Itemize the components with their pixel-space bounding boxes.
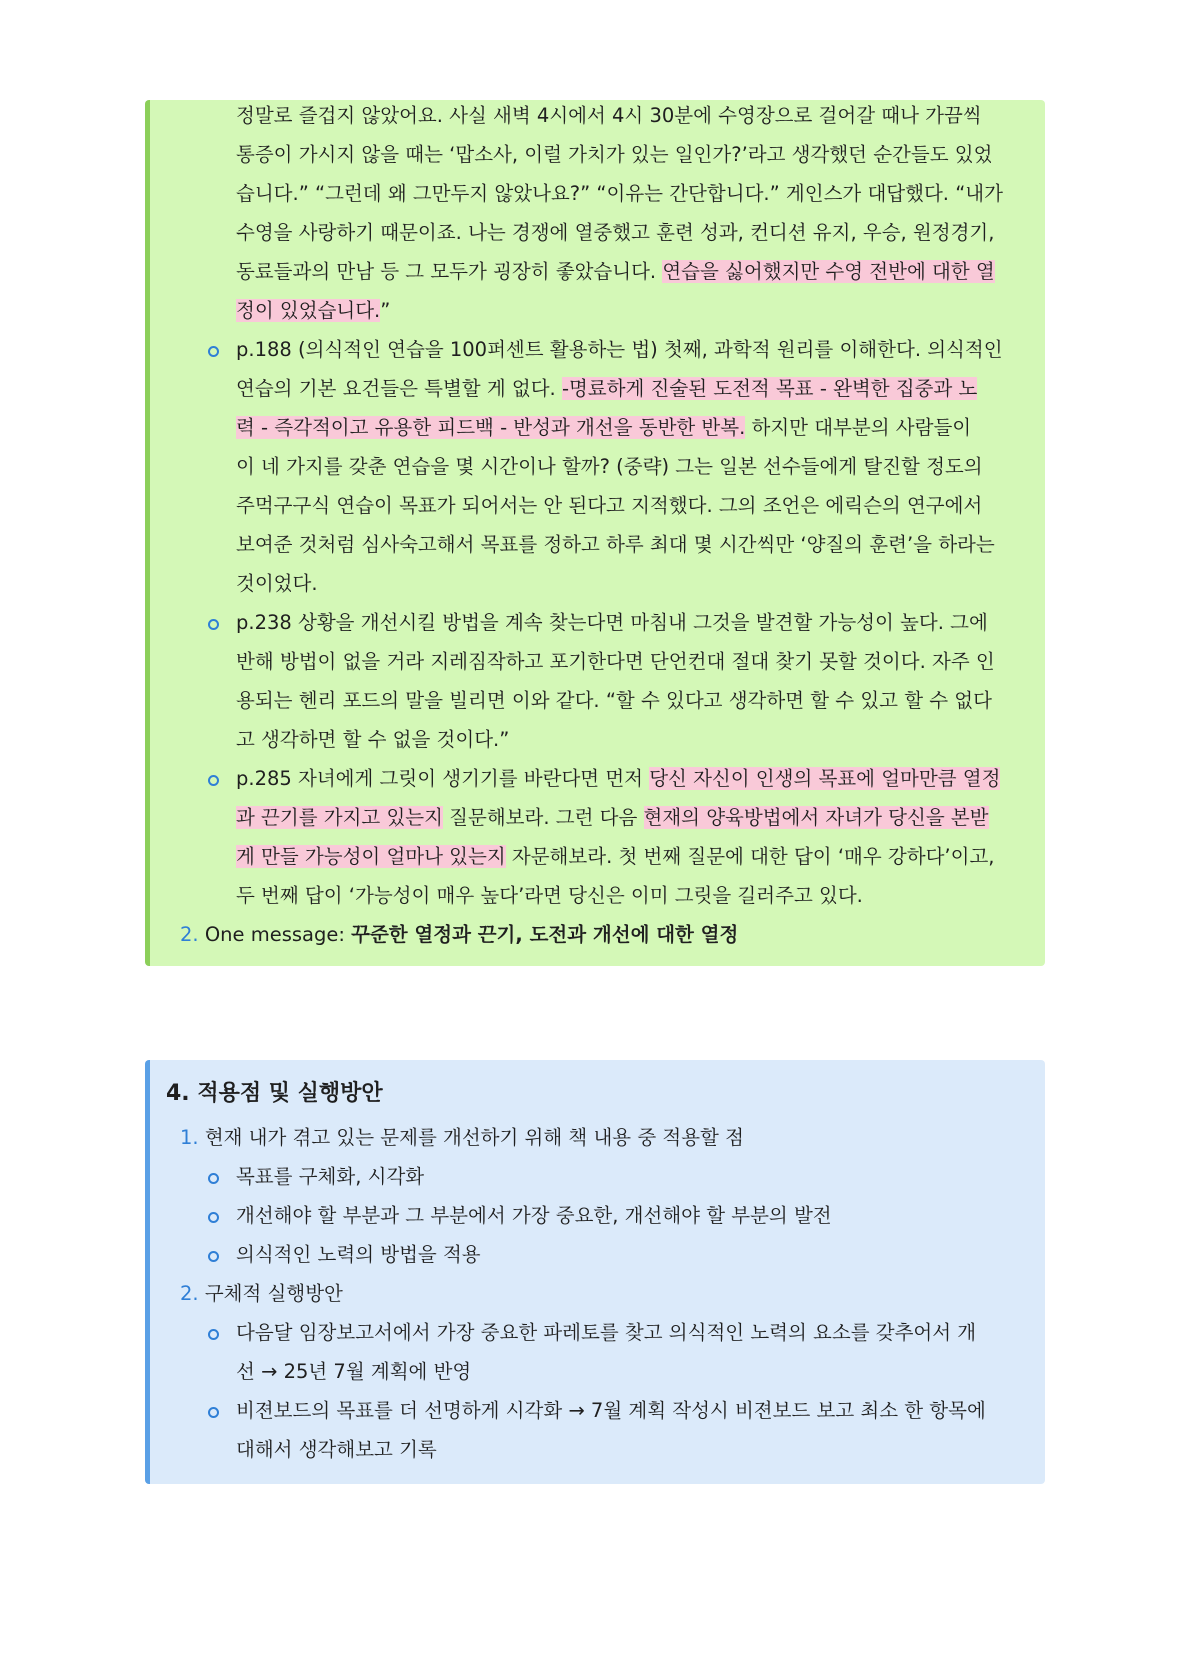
one-message-text: 꾸준한 열정과 끈기, 도전과 개선에 대한 열정 xyxy=(351,923,739,946)
bullet-line: 용되는 헨리 포드의 말을 빌리면 이와 같다. “할 수 있다고 생각하면 할 수 있고 할 수 없다 xyxy=(236,689,992,712)
bullet-line xyxy=(236,759,1000,798)
bullet-line: 고 생각하면 할 수 없을 것이다.” xyxy=(236,728,510,751)
bullet-line: 개선해야 할 부분과 그 부분에서 가장 중요한, 개선해야 할 부분의 발전 xyxy=(236,1204,832,1227)
bullet-line: 목표를 구체화, 시각화 xyxy=(236,1165,425,1188)
quote-line: 수영을 사랑하기 때문이죠. 나는 경쟁에 열중했고 훈련 성과, 컨디션 유지, 우승, 원정경기, xyxy=(236,221,995,244)
section-heading: 4. 적용점 및 실행방안 xyxy=(166,1081,383,1106)
quote-text: 동료들과의 만남 등 그 모두가 굉장히 좋았습니다. xyxy=(236,260,663,283)
quote-line xyxy=(236,291,390,330)
circle-bullet-icon xyxy=(208,1407,219,1418)
bullet-line: 반해 방법이 없을 거라 지레짐작하고 포기한다면 단언컨대 절대 찾기 못할 것이다. 자주 인 xyxy=(236,650,995,673)
bullet-text: 질문해보라. 그런 다음 xyxy=(442,806,644,829)
circle-bullet-icon xyxy=(208,346,219,357)
circle-bullet-icon xyxy=(208,1251,219,1262)
highlight: 게 만들 가능성이 얼마나 있는지 xyxy=(236,845,506,868)
bullet-text: 자문해보라. 첫 번째 질문에 대한 답이 ‘매우 강하다’이고, xyxy=(505,845,995,868)
circle-bullet-icon xyxy=(208,619,219,630)
highlight: 력 - 즉각적이고 유용한 피드백 - 반성과 개선을 동반한 반복. xyxy=(236,416,746,439)
bullet-line: 두 번째 답이 ‘가능성이 매우 높다’라면 당신은 이미 그릿을 길러주고 있다. xyxy=(236,884,863,907)
one-message-label: One message: xyxy=(204,923,352,946)
highlight: 과 끈기를 가지고 있는지 xyxy=(236,806,443,829)
list-number: 1. xyxy=(180,1126,199,1149)
bullet-line: 보여준 것처럼 심사숙고해서 목표를 정하고 하루 최대 몇 시간씩만 ‘양질의 훈련’을 하라는 xyxy=(236,533,995,556)
circle-bullet-icon xyxy=(208,775,219,786)
bullet-line: 대해서 생각해보고 기록 xyxy=(236,1438,437,1461)
quote-line: 통증이 가시지 않을 때는 ‘맙소사, 이럴 가치가 있는 일인가?’라고 생각했던 순간들도 있었 xyxy=(236,143,993,166)
bullet-text: p.285 자녀에게 그릿이 생기기를 바란다면 먼저 xyxy=(236,767,650,790)
bullet-text: 연습의 기본 요건들은 특별할 게 없다. xyxy=(236,377,562,400)
highlight: 현재의 양육방법에서 자녀가 당신을 본받 xyxy=(643,806,989,829)
list-item xyxy=(180,1274,343,1313)
highlight: 당신 자신이 인생의 목표에 얼마만큼 열정 xyxy=(649,767,1001,790)
quote-line: 습니다.” “그런데 왜 그만두지 않았나요?” “이유는 간단합니다.” 게인스가 대답했다. “내가 xyxy=(236,182,1003,205)
list-item-text: 현재 내가 겪고 있는 문제를 개선하기 위해 책 내용 중 적용할 점 xyxy=(204,1126,744,1149)
bullet-line xyxy=(236,837,994,876)
list-number: 2. xyxy=(180,923,199,946)
bullet-line: 주먹구구식 연습이 목표가 되어서는 안 된다고 지적했다. 그의 조언은 에릭슨의 연구에서 xyxy=(236,494,983,517)
bullet-line: 비젼보드의 목표를 더 선명하게 시각화 → 7월 계획 작성시 비젼보드 보고 최소 한 항목에 xyxy=(236,1399,986,1422)
quote-text: ” xyxy=(380,299,391,322)
bullet-line: 의식적인 노력의 방법을 적용 xyxy=(236,1243,481,1266)
highlight: 연습을 싫어했지만 수영 전반에 대한 열 xyxy=(662,260,995,283)
list-item xyxy=(180,1118,744,1157)
bullet-line: p.238 상황을 개선시킬 방법을 계속 찾는다면 마침내 그것을 발견할 가능성이 높다. 그에 xyxy=(236,611,988,634)
circle-bullet-icon xyxy=(208,1212,219,1223)
bullet-text: 하지만 대부분의 사람들이 xyxy=(745,416,972,439)
circle-bullet-icon xyxy=(208,1173,219,1184)
bullet-line: 다음달 임장보고서에서 가장 중요한 파레토를 찾고 의식적인 노력의 요소를 갖추어서 개 xyxy=(236,1321,977,1344)
bullet-line xyxy=(236,369,977,408)
bullet-line: 선 → 25년 7월 계획에 반영 xyxy=(236,1360,472,1383)
highlight: -명료하게 진술된 도전적 목표 - 완벽한 집중과 노 xyxy=(561,377,978,400)
bullet-line: 이 네 가지를 갖춘 연습을 몇 시간이나 할까? (중략) 그는 일본 선수들에게 탈진할 정도의 xyxy=(236,455,983,478)
quote-line: 정말로 즐겁지 않았어요. 사실 새벽 4시에서 4시 30분에 수영장으로 걸어갈 때나 가끔씩 xyxy=(236,104,982,127)
bullet-line xyxy=(236,408,971,447)
bullet-line: 것이었다. xyxy=(236,572,318,595)
list-item-text: 구체적 실행방안 xyxy=(204,1282,343,1305)
quote-line xyxy=(236,252,995,291)
list-number: 2. xyxy=(180,1282,199,1305)
bullet-line: p.188 (의식적인 연습을 100퍼센트 활용하는 법) 첫째, 과학적 원리를 이해한다. 의식적인 xyxy=(236,338,1003,361)
highlight: 정이 있었습니다. xyxy=(236,299,381,322)
bullet-line xyxy=(236,798,989,837)
circle-bullet-icon xyxy=(208,1329,219,1340)
list-item xyxy=(180,915,738,954)
